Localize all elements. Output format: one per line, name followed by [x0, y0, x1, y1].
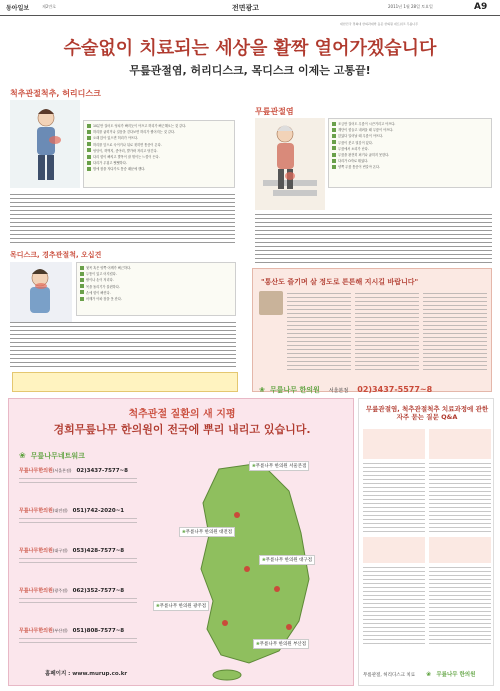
- testimonial-clinic-name: 무릎나무 한의원: [269, 386, 320, 394]
- clinic-phone: 062)352-7577~8: [72, 588, 125, 594]
- leaf-logo-icon: ❀: [156, 604, 160, 609]
- leaf-logo-icon: ❀: [252, 464, 256, 469]
- clinic-branch: (광주점): [52, 588, 68, 593]
- qa-title: 무릎관절염, 척추관절척추 치료과정에 관한 자주 묻는 질문 Q&A: [365, 405, 489, 421]
- symptom-item: 무릎을 완전히 펴거나 굽히지 못한다.: [332, 152, 488, 158]
- map-label-text: 무릎나무 한의원 대전점: [185, 530, 233, 535]
- symptom-item: 허리를 굽히거나 걸음을 걷다보면 허리가 찢어지는 것 같다.: [87, 129, 231, 135]
- testimonial-photo: [259, 291, 283, 315]
- neck-symptom-box: [76, 262, 236, 316]
- leaf-logo-icon: ❀: [182, 530, 186, 535]
- clinic-list: [19, 457, 139, 651]
- map-label-text: 무릎나무 한의원 서울본점: [255, 464, 307, 469]
- clinic-phone: 053)428-7577~8: [72, 548, 125, 554]
- qa-col-right: [429, 429, 491, 651]
- symptom-item: 다리가 O자로 휘었다.: [332, 158, 488, 164]
- network-brand-name: 무릎나무네트워크: [30, 452, 85, 460]
- symptom-item: 무릎에서 소리가 난다.: [332, 146, 488, 152]
- network-title-top: 척추관절 질환의 새 지평: [128, 409, 236, 420]
- issue-date: 2011년 1월 28일 토요일: [388, 4, 433, 9]
- qa-footer-label: 무릎관절, 허리디스크 치료: [363, 673, 416, 678]
- qa-col-left: [363, 429, 425, 651]
- map-label-text: 무릎나무 한의원 광주점: [159, 604, 207, 609]
- subhead: 무릎관절염, 허리디스크, 목디스크 이제는 고통끝!: [129, 64, 371, 77]
- clinic-branch: (부산점): [52, 628, 68, 633]
- testimonial-clinic: [259, 377, 432, 396]
- clinic-entry: [19, 577, 139, 617]
- symptom-item: 손에 힘이 빠진다.: [80, 290, 232, 296]
- symptom-item: 허리를 앞으로 숙이거나 뒤로 젖히면 통증이 온다.: [87, 142, 231, 148]
- knee-article-text: [255, 214, 492, 264]
- map-label-daejeon: [179, 527, 235, 537]
- testimonial-box: [252, 268, 492, 392]
- back-symptom-list: [87, 123, 231, 173]
- symptom-item: 어깨가 아파 잠을 못 잔다.: [80, 296, 232, 302]
- leaf-logo-icon: ❀: [19, 451, 26, 460]
- clinic-branch: (서울본점): [52, 468, 72, 473]
- symptom-item: 계단이 힘들고 내려올 때 무릎이 아프다.: [332, 127, 488, 133]
- symptom-item: 10분만 걸어도 엉치가 빠지듯이 아프고 허리가 뻐근해오는 것 같다.: [87, 123, 231, 129]
- leaf-logo-icon: ❀: [426, 671, 432, 678]
- section-label: 전면광고: [232, 4, 260, 12]
- testimonial-phone: 02)3437-5577~8: [357, 385, 433, 394]
- qa-footer: [363, 661, 491, 680]
- leaf-logo-icon: ❀: [262, 558, 266, 563]
- symptom-item: 뒷목 혹은 양쪽 어깨가 뻐근하다.: [80, 265, 232, 271]
- qa-section: [358, 398, 494, 686]
- neck-pain-illustration: [10, 262, 72, 322]
- neck-symptom-list: [80, 265, 232, 302]
- back-pain-illustration: [10, 100, 80, 188]
- testimonial-text-1: [287, 293, 351, 373]
- section-knee-title: 무릎관절염: [255, 107, 294, 116]
- clinic-name: 무릎나무한의원: [19, 468, 53, 474]
- testimonial-text-3: [423, 293, 487, 373]
- headline: 수술없이 치료되는 세상을 활짝 열어가겠습니다: [63, 38, 437, 59]
- map-label-daegu: [259, 555, 315, 565]
- korea-map: [149, 451, 349, 683]
- symptom-item: 무릎이 붓고 열감이 있다.: [332, 140, 488, 146]
- clinic-entry: [19, 497, 139, 537]
- callout-box: [12, 372, 238, 392]
- symptom-item: 앉았다 일어날 때 무릎이 아프다.: [332, 133, 488, 139]
- map-label-text: 무릎나무 한의원 대구점: [265, 558, 313, 563]
- clinic-phone: 051)808-7577~8: [72, 628, 125, 634]
- symptom-item: 목을 돌리기가 불편하다.: [80, 284, 232, 290]
- symptom-item: 다리가 무겁고 뻣뻣하다.: [87, 160, 231, 166]
- clinic-entry: [19, 457, 139, 497]
- issue-number: 제2만호: [42, 4, 57, 9]
- top-note: 대한민국 경희대 한의과대학 동문 한의원 네트워크 무릎나무: [340, 22, 419, 26]
- section-neck-title: 목디스크, 경추관절척, 오십견: [10, 251, 102, 259]
- clinic-name: 무릎나무한의원: [19, 508, 53, 514]
- testimonial-text-2: [355, 293, 419, 373]
- back-article-text: [10, 194, 235, 244]
- masthead: [0, 0, 500, 16]
- clinic-branch: (대구점): [52, 548, 68, 553]
- network-section: [8, 398, 354, 686]
- symptom-item: 두통이 있고 어지럽다.: [80, 271, 232, 277]
- clinic-entry: [19, 537, 139, 577]
- clinic-phone: 051)742-2020~1: [72, 508, 125, 514]
- symptom-item: 양쪽 무릎 통증이 번갈아 온다.: [332, 164, 488, 170]
- map-label-gwangju: [153, 601, 209, 611]
- testimonial-branch: 서울본점: [328, 388, 349, 394]
- qa-footer-clinic: 무릎나무 한의원: [436, 672, 476, 678]
- symptom-item: 엉덩이, 허벅지, 종아리, 발가락 저리고 당긴다.: [87, 148, 231, 154]
- clinic-branch: (대전점): [52, 508, 68, 513]
- homepage-url[interactable]: 홈페이지 : www.murup.co.kr: [45, 671, 128, 677]
- section-back-title: 척추관절척추, 허리디스크: [10, 89, 101, 98]
- map-label-seoul: [249, 461, 309, 471]
- back-symptom-box: [83, 120, 235, 188]
- symptom-item: 오래 앉아 있으면 허리가 아프다.: [87, 135, 231, 141]
- neck-article-text: [10, 322, 236, 370]
- clinic-name: 무릎나무한의원: [19, 628, 53, 634]
- knee-symptom-list: [332, 121, 488, 171]
- map-label-busan: [253, 639, 309, 649]
- testimonial-title: "통산도 즐기며 살 정도로 튼튼해 지시길 바랍니다": [261, 278, 419, 286]
- clinic-name: 무릎나무한의원: [19, 588, 53, 594]
- symptom-item: 밤에 잠을 자다가도 통증 때문에 깬다.: [87, 166, 231, 172]
- symptom-item: 팔이나 손이 저리다.: [80, 277, 232, 283]
- symptom-item: 다리 힘이 빠지고 발목이 잘 꺾이는 느낌이 든다.: [87, 154, 231, 160]
- page-number: A9: [474, 2, 488, 12]
- map-label-text: 무릎나무 한의원 부산점: [259, 642, 307, 647]
- symptom-item: 조금만 걸어도 무릎이 시큰거리고 아프다.: [332, 121, 488, 127]
- clinic-entry: [19, 617, 139, 651]
- knee-symptom-box: [328, 118, 492, 188]
- leaf-logo-icon: ❀: [256, 642, 260, 647]
- network-title-main: 경희무릎나무 한의원이 전국에 뿌리 내리고 있습니다.: [53, 423, 311, 436]
- knee-pain-illustration: [255, 118, 325, 210]
- clinic-phone: 02)3437-7577~8: [76, 468, 128, 474]
- leaf-logo-icon: ❀: [259, 386, 265, 394]
- clinic-name: 무릎나무한의원: [19, 548, 53, 554]
- paper-name: 동아일보: [6, 5, 30, 12]
